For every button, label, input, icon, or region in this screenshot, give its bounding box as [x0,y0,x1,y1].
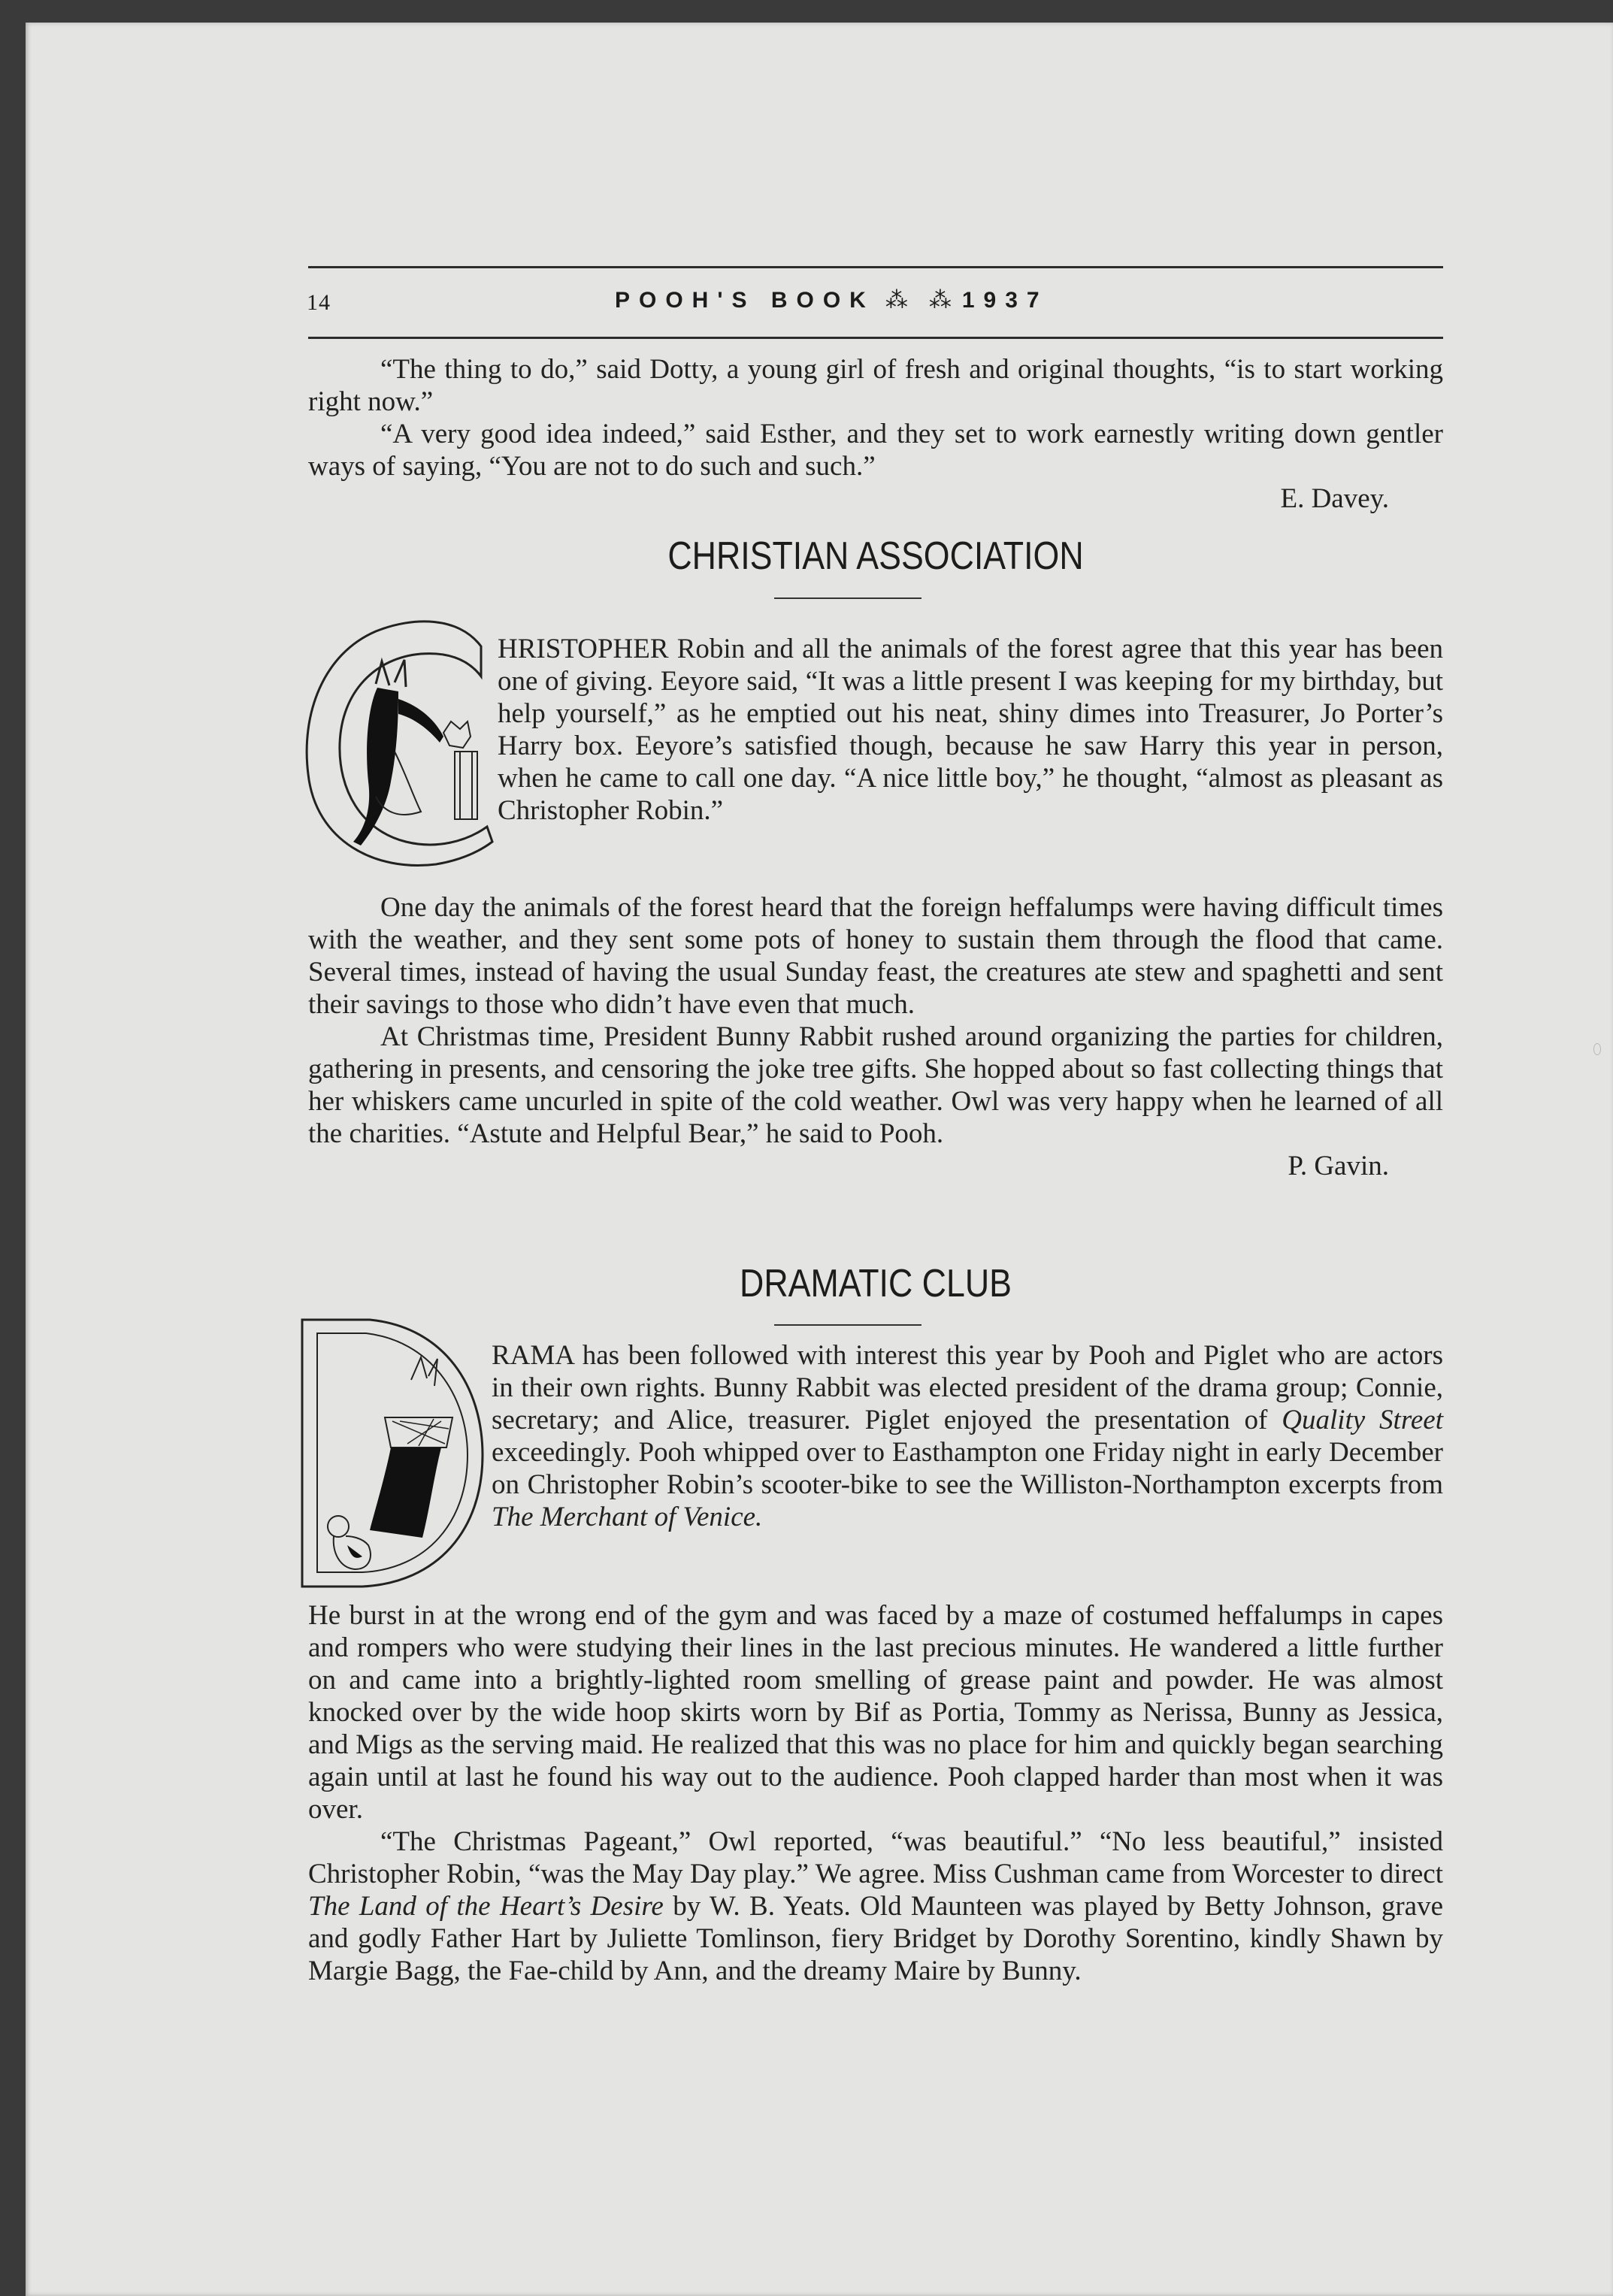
paragraph: “The thing to do,” said Dotty, a young girl of fresh and original thoughts, “is to start working right now.” [308,354,1443,417]
paragraph [308,1826,1443,1987]
paragraph: He burst in at the wrong end of the gym and was faced by a maze of costumed heffalumps in capes and rompers who were studying their lines in the last precious minutes. He wandered a little further on and came into a brightly-lighted room smelling of grease paint and powder. He was almost knocked over by the wide hoop skirts worn by Bif as Portia, Tommy as Nerissa, Bunny as Jessica, and Migs as the serving maid. He realized that this was no place for him and quickly began searching again until at last he found his way out to the audience. Pooh clapped harder than most when it was over. [308,1600,1443,1825]
ornament-icon: ⁂ [928,288,952,313]
text-run: exceedingly. Pooh whipped over to Easthampton one Friday night in early December on Christopher Robin’s scooter-bike to see the Williston-Northampton excerpts from [492,1437,1443,1500]
dramatic-body [308,1599,1443,1987]
header-rule-bottom [308,337,1443,339]
dramatic-wrap-text [492,1339,1443,1533]
text-run: RAMA has been followed with interest this year by Pooh and Piglet who are actors in their own rights. Bunny Rabbit was elected president of the drama group; Connie, secretary; and Alice, treasurer. Piglet enjoyed the presentation of [492,1340,1443,1435]
play-title: The Merchant of Venice. [492,1502,763,1532]
text-run: by W. B. Yeats. Old Maunteen was played by Betty Johnson, grave and godly Father Hart by Juliette Tomlinson, fiery Bridget by Dorothy Sorentino, kindly Shawn by Margie Bagg, the Fae-child by Ann, and the dreamy Maire by Bunny. [308,1891,1444,1986]
signature: P. Gavin. [1288,1151,1389,1181]
paragraph: “A very good idea indeed,” said Esther, and they set to work earnestly writing down gentler ways of saying, “You are not to do such and such.” [308,419,1443,482]
text-run: “The Christmas Pageant,” Owl reported, “was beautiful.” “No less beautiful,” insisted Christopher Robin, “was the May Day play.” We agree. Miss Cushman came from Worcester to direct [308,1826,1443,1889]
section-heading: CHRISTIAN ASSOCIATION [667,534,1084,578]
heading-rule [774,1324,921,1326]
paragraph: At Christmas time, President Bunny Rabbit rushed around organizing the parties for children, gathering in presents, and censoring the joke tree gifts. She hopped about so fast collecting things that her whiskers came uncurled in spite of the cold weather. Owl was very happy when he learned of all the charities. “Astute and Helpful Bear,” he said to Pooh. [308,1021,1443,1149]
section-heading: DRAMATIC CLUB [740,1262,1012,1305]
dropcap-c-illustration [293,601,504,894]
running-year: 1937 [961,288,1049,313]
page [26,23,1613,2296]
intro-text [308,353,1443,515]
margin-speck [1593,1043,1601,1055]
signature: E. Davey. [1280,483,1389,514]
christian-body [308,891,1443,1182]
page-number: 14 [307,290,331,315]
dropcap-d-illustration [280,1297,490,1598]
play-title: Quality Street [1282,1405,1443,1435]
play-title: The Land of the Heart’s Desire [308,1891,664,1922]
running-title-text: POOH'S BOOK [615,288,875,313]
christian-wrap-text: HRISTOPHER Robin and all the animals of the forest agree that this year has been one of giving. Eeyore said, “It was a little present I was keeping for my birthday, but help yourself,” as he emptied out his neat, shiny dimes into Treasurer, Jo Porter’s Harry box. Eeyore’s satisfied though, because he saw Harry this year in person, when he came to call one day. “A nice little boy,” he thought, “almost as pleasant as Christopher Robin.” [498,634,1443,826]
paragraph: One day the animals of the forest heard that the foreign heffalumps were having difficult times with the weather, and they sent some pots of honey to sustain them through the flood that came. Several times, instead of having the usual Sunday feast, the creatures ate stew and spaghetti and sent their savings to those who didn’t have even that much. [308,892,1443,1020]
heading-rule [774,597,921,599]
ornament-icon: ⁂ [885,288,908,313]
running-title [615,287,1049,313]
header-rule-top [308,266,1443,268]
